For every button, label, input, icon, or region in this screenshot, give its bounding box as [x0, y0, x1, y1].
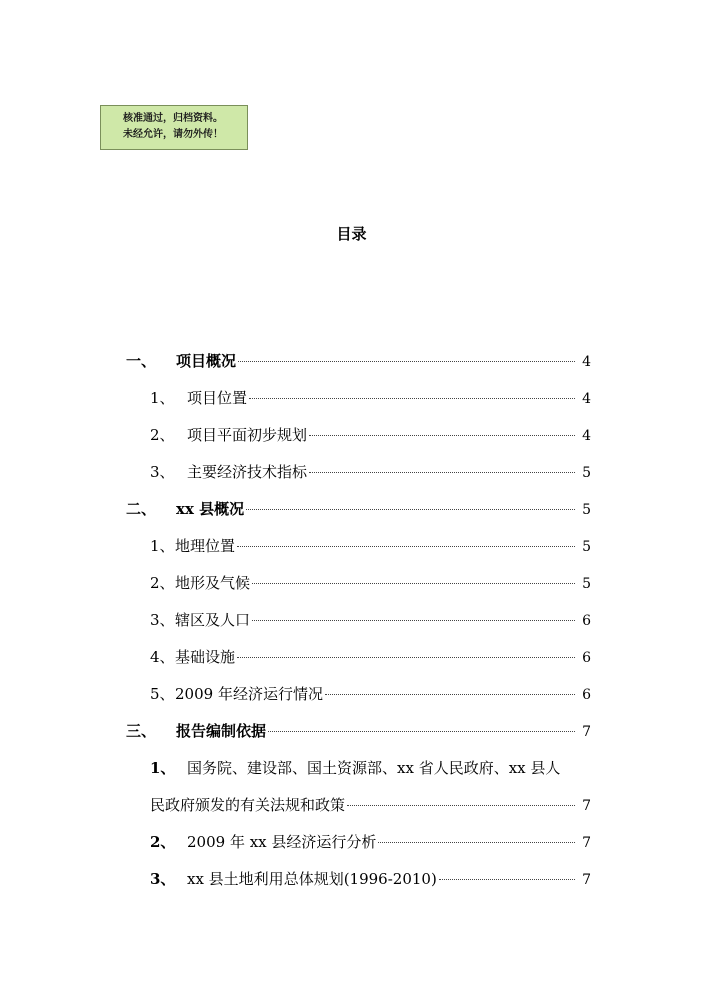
stamp-line-2: 未经允许，请勿外传！: [123, 129, 223, 140]
toc-label: 辖区及人口: [175, 611, 251, 629]
toc-label: 地理位置: [175, 537, 236, 555]
toc-leader-dots: [268, 731, 575, 732]
toc-page-number: 4: [582, 428, 591, 444]
toc-page-number: 7: [582, 724, 591, 740]
toc-leader-dots: [238, 361, 575, 362]
toc-leader-dots: [439, 879, 575, 880]
toc-entry-3-1-first-line[interactable]: [150, 757, 560, 779]
toc-entry-2-3[interactable]: [150, 609, 591, 631]
toc-leader-dots: [246, 509, 575, 510]
toc-leader-dots: [252, 583, 575, 584]
toc-entry-section-1[interactable]: [126, 350, 591, 372]
toc-label: 项目位置: [187, 389, 248, 407]
page-title: 目录: [336, 225, 367, 243]
toc-label: xx 县土地利用总体规划(1996-2010): [187, 870, 437, 888]
toc-entry-1-3[interactable]: [150, 461, 591, 483]
toc-page-number: 5: [582, 539, 591, 555]
toc-label: 基础设施: [175, 648, 236, 666]
toc-entry-section-2[interactable]: [126, 498, 591, 520]
toc-entry-2-5[interactable]: [150, 683, 591, 705]
toc-page-number: 4: [582, 354, 591, 370]
toc-leader-dots: [237, 546, 575, 547]
toc-entry-2-2[interactable]: [150, 572, 591, 594]
toc-number: 1、: [150, 759, 176, 777]
toc-page-number: 5: [582, 465, 591, 481]
toc-number: 4、: [150, 648, 175, 666]
toc-entry-3-1[interactable]: [150, 794, 591, 816]
toc-page-number: 6: [582, 613, 591, 629]
toc-label: 2009 年经济运行情况: [175, 685, 323, 703]
toc-page-number: 4: [582, 391, 591, 407]
toc-page-number: 5: [582, 502, 591, 518]
toc-label: 项目概况: [176, 352, 237, 370]
toc-number: 三、: [126, 722, 157, 740]
toc-number: 2、: [150, 426, 175, 444]
toc-label: 主要经济技术指标: [187, 463, 308, 481]
toc-label-line-1: 国务院、建设部、国土资源部、xx 省人民政府、xx 县人: [187, 759, 561, 777]
toc-number: 3、: [150, 870, 176, 888]
toc-label: xx 县概况: [176, 500, 245, 518]
toc-label-line-2: 民政府颁发的有关法规和政策: [150, 796, 346, 814]
toc-label: 项目平面初步规划: [187, 426, 308, 444]
toc-page-number: 6: [582, 687, 591, 703]
toc-leader-dots: [325, 694, 575, 695]
toc-number: 3、: [150, 611, 175, 629]
toc-entry-1-1[interactable]: [150, 387, 591, 409]
toc-label: 2009 年 xx 县经济运行分析: [187, 833, 377, 851]
toc-number: 5、: [150, 685, 175, 703]
toc-number: 二、: [126, 500, 157, 518]
toc-leader-dots: [309, 472, 575, 473]
archive-stamp: [100, 105, 248, 150]
toc-entry-1-2[interactable]: [150, 424, 591, 446]
toc-number: 1、: [150, 537, 175, 555]
toc-number: 2、: [150, 833, 176, 851]
toc-number: 1、: [150, 389, 175, 407]
toc-page-number: 7: [582, 798, 591, 814]
toc-page-number: 5: [582, 576, 591, 592]
toc-number: 一、: [126, 352, 157, 370]
toc-page-number: 7: [582, 835, 591, 851]
toc-leader-dots: [249, 398, 575, 399]
toc-leader-dots: [378, 842, 575, 843]
toc-leader-dots: [309, 435, 575, 436]
stamp-line-1: 核准通过，归档资料。: [123, 113, 223, 124]
toc-entry-2-1[interactable]: [150, 535, 591, 557]
toc-page-number: 6: [582, 650, 591, 666]
toc-label: 报告编制依据: [176, 722, 267, 740]
toc-entry-3-3[interactable]: [150, 868, 591, 890]
toc-entry-2-4[interactable]: [150, 646, 591, 668]
toc-leader-dots: [347, 805, 575, 806]
toc-leader-dots: [237, 657, 575, 658]
toc-number: 3、: [150, 463, 175, 481]
toc-entry-3-2[interactable]: [150, 831, 591, 853]
toc-number: 2、: [150, 574, 175, 592]
toc-entry-section-3[interactable]: [126, 720, 591, 742]
toc-page-number: 7: [582, 872, 591, 888]
toc-leader-dots: [252, 620, 575, 621]
toc-label: 地形及气候: [175, 574, 251, 592]
